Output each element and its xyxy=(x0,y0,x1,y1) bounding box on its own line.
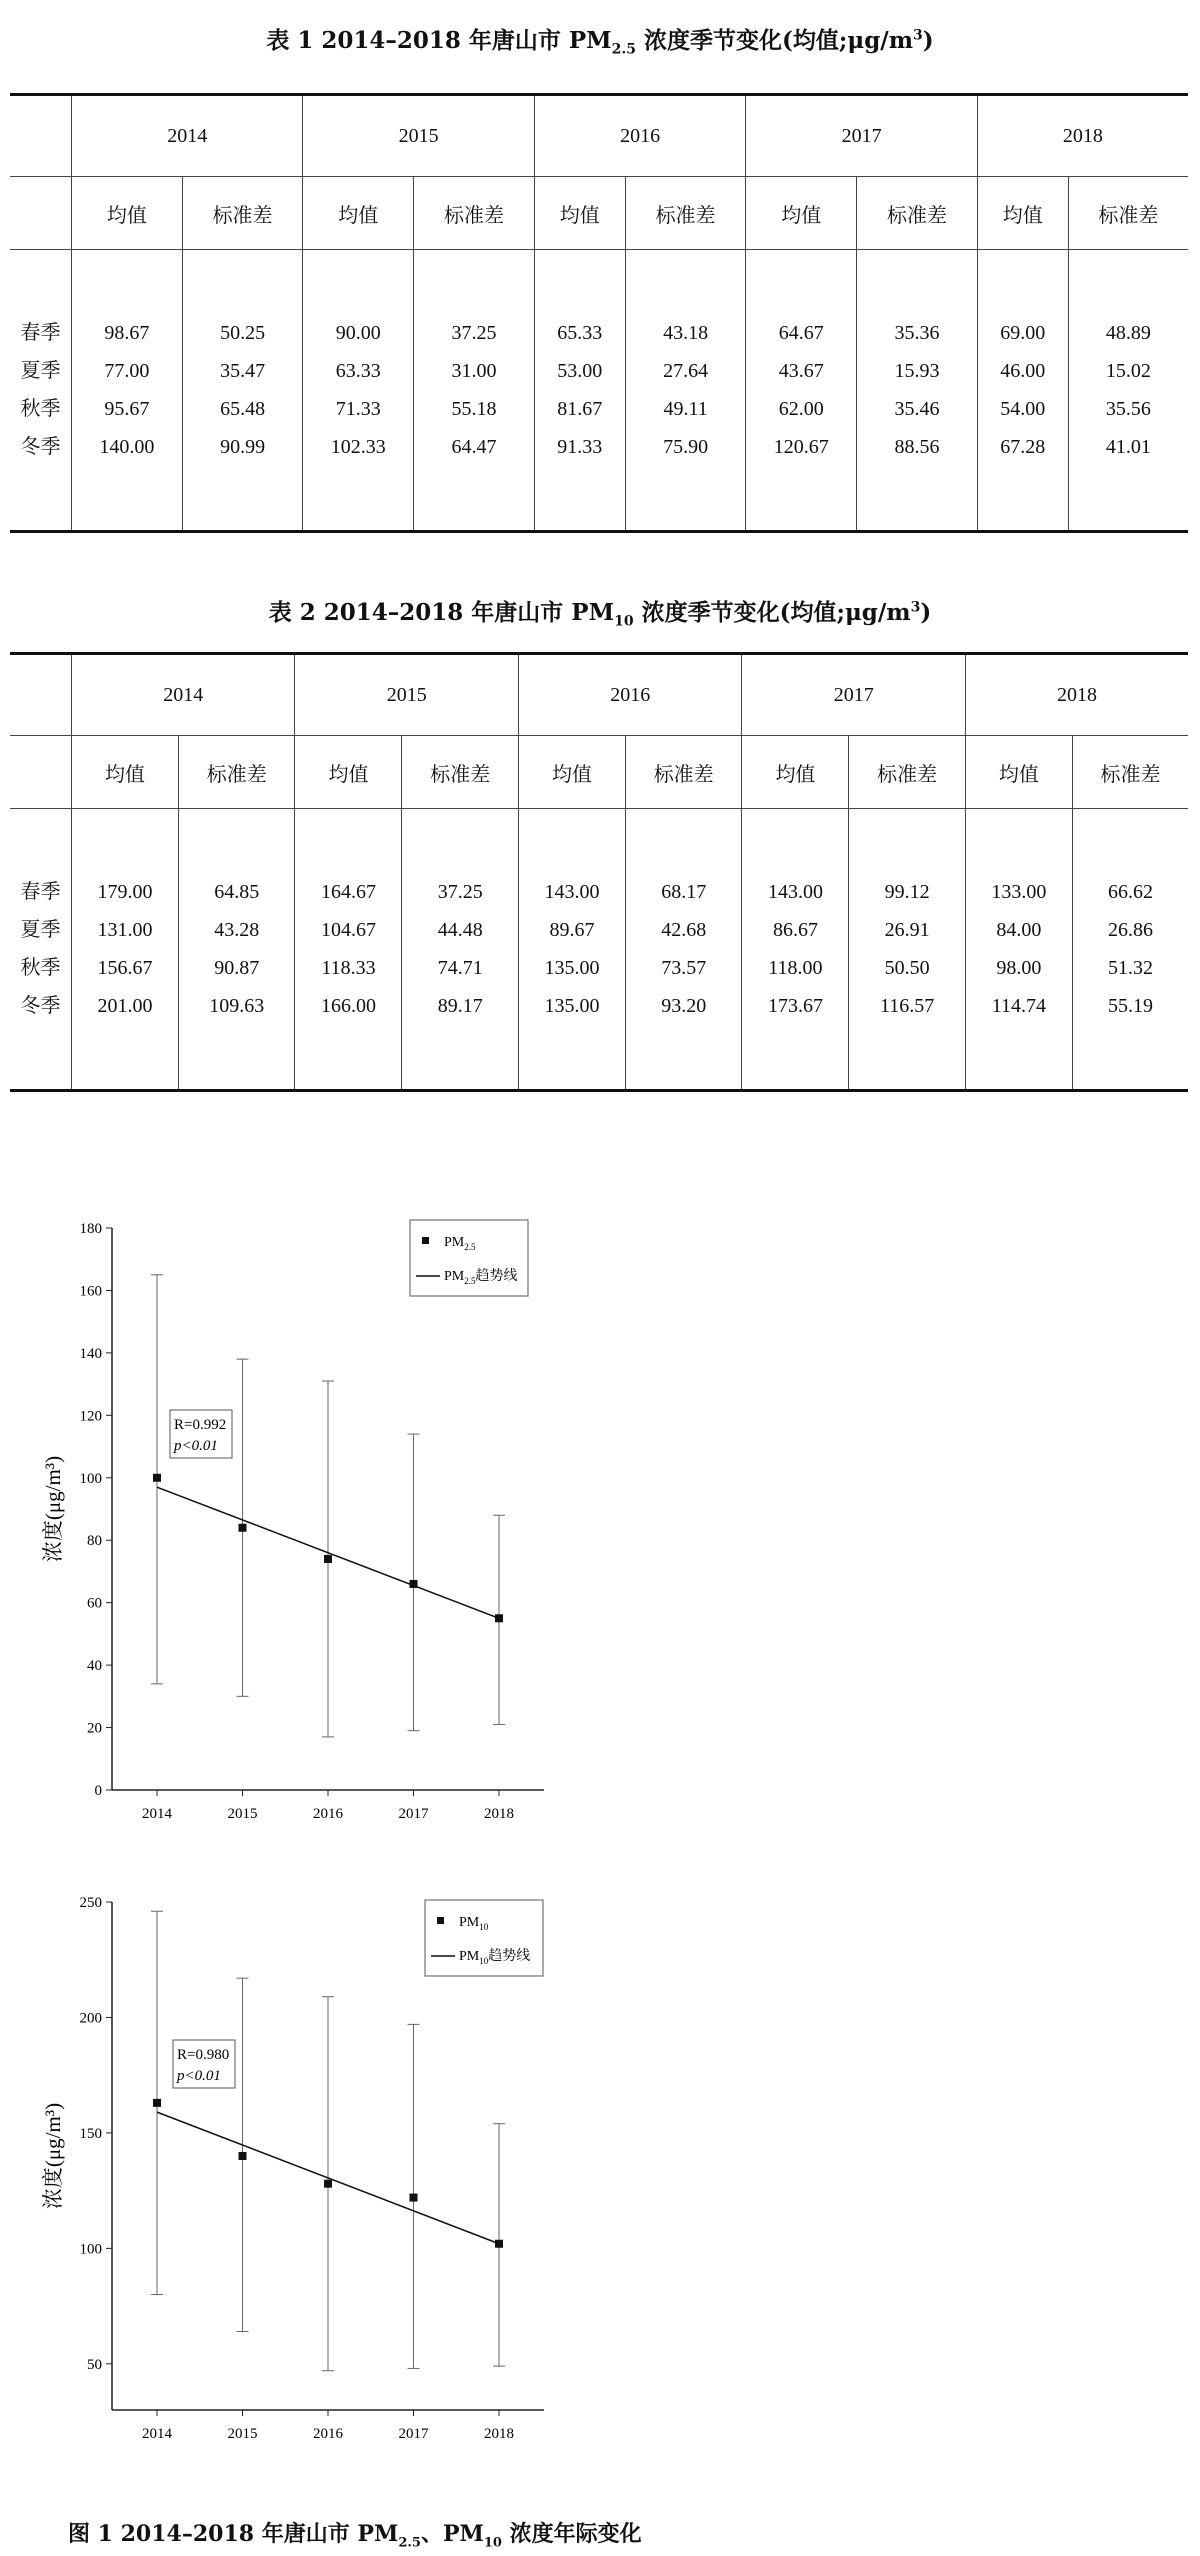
table-cell: 93.20 xyxy=(661,995,707,1017)
table-cell: 41.01 xyxy=(1105,436,1151,458)
table-cell: 89.67 xyxy=(549,919,595,941)
corner-cell xyxy=(10,736,72,809)
data-point xyxy=(239,2152,247,2160)
table-cell: 118.00 xyxy=(768,957,823,979)
pm10-trend-chart xyxy=(30,1880,570,2470)
mean-header: 均值 xyxy=(72,736,179,809)
table-cell: 98.67 xyxy=(104,322,150,344)
mean-column xyxy=(303,250,414,532)
y-tick-label: 120 xyxy=(79,1408,102,1425)
table-cell: 90.00 xyxy=(335,322,381,344)
table-cell: 43.67 xyxy=(778,360,824,382)
y-tick-label: 40 xyxy=(87,1658,102,1675)
legend-sub: 10 xyxy=(479,1956,489,1966)
legend-entry xyxy=(444,1267,517,1286)
x-tick-label: 2015 xyxy=(227,2426,258,2442)
table-cell: 99.12 xyxy=(884,881,930,903)
table-cell: 135.00 xyxy=(544,995,600,1017)
table1 xyxy=(10,93,1188,533)
table-cell: 90.87 xyxy=(214,957,260,979)
legend-marker xyxy=(437,1917,444,1924)
y-tick-label: 200 xyxy=(79,2010,102,2027)
data-point xyxy=(153,2099,161,2107)
table-cell: 35.47 xyxy=(220,360,266,382)
table-cell: 51.32 xyxy=(1107,957,1153,979)
y-tick-label: 80 xyxy=(87,1533,102,1550)
table-cell: 135.00 xyxy=(544,957,600,979)
stddev-column xyxy=(857,250,978,532)
table-cell: 156.67 xyxy=(97,957,153,979)
stat-header-row xyxy=(10,736,1188,809)
table-cell: 55.19 xyxy=(1107,995,1153,1017)
year-header: 2018 xyxy=(977,95,1188,177)
x-tick-label: 2018 xyxy=(484,2426,514,2442)
legend-entry xyxy=(444,1235,476,1252)
mean-header: 均值 xyxy=(742,736,849,809)
legend-main: PM xyxy=(444,1235,465,1250)
data-row xyxy=(10,809,1188,1091)
year-header-row xyxy=(10,95,1188,177)
y-tick-label: 250 xyxy=(79,1895,102,1911)
data-point xyxy=(153,1474,161,1482)
stddev-column xyxy=(402,809,519,1091)
table-cell: 118.33 xyxy=(321,957,376,979)
table-cell: 68.17 xyxy=(661,881,707,903)
annotation-p: p<0.01 xyxy=(174,1438,218,1454)
y-tick-label: 100 xyxy=(79,2241,102,2258)
stddev-header: 标准差 xyxy=(1072,736,1188,809)
table-cell: 89.17 xyxy=(437,995,483,1017)
table-cell: 48.89 xyxy=(1105,322,1151,344)
table-cell: 173.67 xyxy=(767,995,823,1017)
stddev-column xyxy=(182,250,303,532)
table-cell: 37.25 xyxy=(437,881,483,903)
stddev-column xyxy=(1068,250,1188,532)
table-cell: 27.64 xyxy=(663,360,709,382)
table-cell: 26.86 xyxy=(1107,919,1153,941)
table-cell: 86.67 xyxy=(772,919,818,941)
legend-main: PM xyxy=(444,1269,465,1284)
legend-sub: 2.5 xyxy=(464,1276,476,1286)
mean-column xyxy=(742,809,849,1091)
table-cell: 35.56 xyxy=(1105,398,1151,420)
table-cell: 46.00 xyxy=(1000,360,1046,382)
table-cell: 201.00 xyxy=(97,995,153,1017)
y-tick-label: 160 xyxy=(79,1283,102,1300)
stddev-header: 标准差 xyxy=(625,736,742,809)
table-cell: 15.93 xyxy=(894,360,940,382)
table-cell: 15.02 xyxy=(1105,360,1151,382)
table-cell: 120.67 xyxy=(773,436,829,458)
season-label: 秋季 xyxy=(20,398,61,420)
table-cell: 55.18 xyxy=(451,398,497,420)
mean-column xyxy=(295,809,402,1091)
table-cell: 81.67 xyxy=(557,398,603,420)
legend-entry xyxy=(459,1915,489,1932)
y-axis-label: 浓度(μg/m³) xyxy=(41,1455,65,1563)
table-cell: 54.00 xyxy=(1000,398,1046,420)
legend-main: PM xyxy=(459,1915,480,1930)
mean-header: 均值 xyxy=(295,736,402,809)
table-cell: 66.62 xyxy=(1107,881,1153,903)
x-tick-label: 2018 xyxy=(484,1806,514,1822)
table-cell: 75.90 xyxy=(663,436,709,458)
table-cell: 114.74 xyxy=(991,995,1047,1017)
table-cell: 67.28 xyxy=(1000,436,1046,458)
table-cell: 166.00 xyxy=(320,995,376,1017)
table1-caption: 表 1 2014–2018 年唐山市 $PM_{2.5}$ 浓度季节变化(均值$;\mu g/m^3$) xyxy=(266,27,934,58)
x-tick-label: 2014 xyxy=(142,2426,172,2442)
x-tick-label: 2016 xyxy=(313,2426,343,2442)
table-cell: 65.48 xyxy=(220,398,266,420)
y-axis-label: 浓度(μg/m³) xyxy=(41,2102,65,2210)
mean-column xyxy=(746,250,857,532)
table-cell: 84.00 xyxy=(996,919,1042,941)
season-label: 冬季 xyxy=(20,436,61,458)
y-tick-label: 50 xyxy=(87,2356,102,2373)
table-cell: 26.91 xyxy=(884,919,930,941)
season-label: 秋季 xyxy=(20,957,61,979)
table-cell: 42.68 xyxy=(661,919,707,941)
table-cell: 131.00 xyxy=(97,919,153,941)
table-cell: 98.00 xyxy=(996,957,1042,979)
table-cell: 65.33 xyxy=(557,322,603,344)
data-point xyxy=(495,1614,503,1622)
annotation-r: R=0.980 xyxy=(177,2047,230,2063)
mean-column xyxy=(518,809,625,1091)
x-tick-label: 2016 xyxy=(313,1806,343,1822)
stddev-column xyxy=(178,809,295,1091)
x-tick-label: 2015 xyxy=(227,1806,258,1822)
mean-header: 均值 xyxy=(518,736,625,809)
data-point xyxy=(324,1555,332,1563)
season-column xyxy=(10,250,72,532)
x-tick-label: 2017 xyxy=(398,1806,429,1822)
pm25-trend-chart xyxy=(30,1200,570,1840)
table-cell: 143.00 xyxy=(767,881,823,903)
table-cell: 74.71 xyxy=(437,957,483,979)
x-tick-label: 2017 xyxy=(398,2426,429,2442)
table-cell: 102.33 xyxy=(330,436,386,458)
data-point xyxy=(239,1524,247,1532)
mean-column xyxy=(965,809,1072,1091)
legend-sub: 10 xyxy=(479,1922,489,1932)
stddev-header: 标准差 xyxy=(178,736,295,809)
mean-header: 均值 xyxy=(977,177,1068,250)
table2-caption: 表 2 2014–2018 年唐山市 $PM_{10}$ 浓度季节变化(均值$;\mu g/m^3$) xyxy=(268,599,932,630)
table-cell: 35.36 xyxy=(894,322,940,344)
legend-entry xyxy=(459,1947,530,1966)
year-header: 2015 xyxy=(303,95,534,177)
year-header: 2018 xyxy=(965,654,1188,736)
x-tick-label: 2014 xyxy=(142,1806,172,1822)
stddev-header: 标准差 xyxy=(857,177,978,250)
corner-cell xyxy=(10,654,72,736)
table-cell: 95.67 xyxy=(104,398,150,420)
table-cell: 37.25 xyxy=(451,322,497,344)
data-row xyxy=(10,250,1188,532)
stat-header-row xyxy=(10,177,1188,250)
table-cell: 179.00 xyxy=(97,881,153,903)
year-header: 2016 xyxy=(518,654,741,736)
table-cell: 73.57 xyxy=(661,957,707,979)
table-cell: 50.50 xyxy=(884,957,930,979)
legend-main: PM xyxy=(459,1949,480,1964)
table-cell: 116.57 xyxy=(880,995,935,1017)
table-cell: 53.00 xyxy=(557,360,603,382)
mean-header: 均值 xyxy=(746,177,857,250)
table-cell: 69.00 xyxy=(1000,322,1046,344)
table-cell: 35.46 xyxy=(894,398,940,420)
table-cell: 63.33 xyxy=(335,360,381,382)
figure-caption: 图 1 2014–2018 年唐山市 $PM_{2.5}$、$PM_{10}$ 浓度年际变化 xyxy=(68,2521,642,2551)
corner-cell xyxy=(10,177,72,250)
stddev-column xyxy=(849,809,966,1091)
table-cell: 71.33 xyxy=(335,398,381,420)
mean-column xyxy=(977,250,1068,532)
season-label: 冬季 xyxy=(20,995,61,1017)
table2 xyxy=(10,652,1188,1092)
table-cell: 133.00 xyxy=(991,881,1047,903)
table-cell: 88.56 xyxy=(894,436,940,458)
season-label: 春季 xyxy=(20,322,61,344)
y-tick-label: 0 xyxy=(94,1783,102,1799)
stddev-header: 标准差 xyxy=(402,736,519,809)
stddev-header: 标准差 xyxy=(1068,177,1188,250)
stddev-header: 标准差 xyxy=(414,177,535,250)
year-header: 2014 xyxy=(72,654,295,736)
mean-column xyxy=(72,809,179,1091)
corner-cell xyxy=(10,95,72,177)
mean-header: 均值 xyxy=(965,736,1072,809)
table-cell: 77.00 xyxy=(104,360,150,382)
table-cell: 91.33 xyxy=(557,436,603,458)
y-tick-label: 150 xyxy=(79,2125,102,2142)
year-header: 2014 xyxy=(72,95,303,177)
table-cell: 140.00 xyxy=(99,436,155,458)
table-cell: 64.85 xyxy=(214,881,260,903)
stddev-column xyxy=(414,250,535,532)
table-cell: 43.18 xyxy=(663,322,709,344)
mean-header: 均值 xyxy=(303,177,414,250)
table-cell: 44.48 xyxy=(437,919,483,941)
table-cell: 49.11 xyxy=(663,398,708,420)
y-tick-label: 140 xyxy=(79,1345,102,1362)
season-label: 春季 xyxy=(20,881,61,903)
table-cell: 50.25 xyxy=(220,322,266,344)
stddev-column xyxy=(625,809,742,1091)
y-tick-label: 60 xyxy=(87,1595,102,1612)
mean-header: 均值 xyxy=(72,177,183,250)
stddev-column xyxy=(1072,809,1188,1091)
legend-marker xyxy=(422,1237,429,1244)
table-cell: 43.28 xyxy=(214,919,260,941)
stddev-header: 标准差 xyxy=(182,177,303,250)
table-cell: 164.67 xyxy=(320,881,376,903)
year-header: 2016 xyxy=(534,95,746,177)
table-cell: 104.67 xyxy=(320,919,376,941)
year-header: 2017 xyxy=(746,95,977,177)
mean-column xyxy=(72,250,183,532)
season-column xyxy=(10,809,72,1091)
year-header: 2017 xyxy=(742,654,965,736)
table-cell: 90.99 xyxy=(220,436,266,458)
table-cell: 31.00 xyxy=(451,360,497,382)
data-point xyxy=(324,2180,332,2188)
table-cell: 109.63 xyxy=(209,995,265,1017)
data-point xyxy=(410,2194,418,2202)
table-cell: 64.67 xyxy=(778,322,824,344)
y-tick-label: 100 xyxy=(79,1470,102,1487)
annotation-p: p<0.01 xyxy=(177,2068,221,2084)
season-label: 夏季 xyxy=(20,919,61,941)
legend-sub: 2.5 xyxy=(464,1242,476,1252)
table-cell: 62.00 xyxy=(778,398,824,420)
y-tick-label: 180 xyxy=(79,1221,102,1237)
legend-tail: 趋势线 xyxy=(475,1269,518,1284)
year-header: 2015 xyxy=(295,654,518,736)
season-label: 夏季 xyxy=(20,360,61,382)
y-tick-label: 20 xyxy=(87,1720,102,1737)
stddev-column xyxy=(625,250,746,532)
year-header-row xyxy=(10,654,1188,736)
table-cell: 143.00 xyxy=(544,881,600,903)
mean-header: 均值 xyxy=(534,177,625,250)
legend-tail: 趋势线 xyxy=(488,1949,531,1964)
stddev-header: 标准差 xyxy=(625,177,746,250)
stddev-header: 标准差 xyxy=(849,736,966,809)
mean-column xyxy=(534,250,625,532)
annotation-r: R=0.992 xyxy=(174,1417,227,1433)
table-cell: 64.47 xyxy=(451,436,497,458)
